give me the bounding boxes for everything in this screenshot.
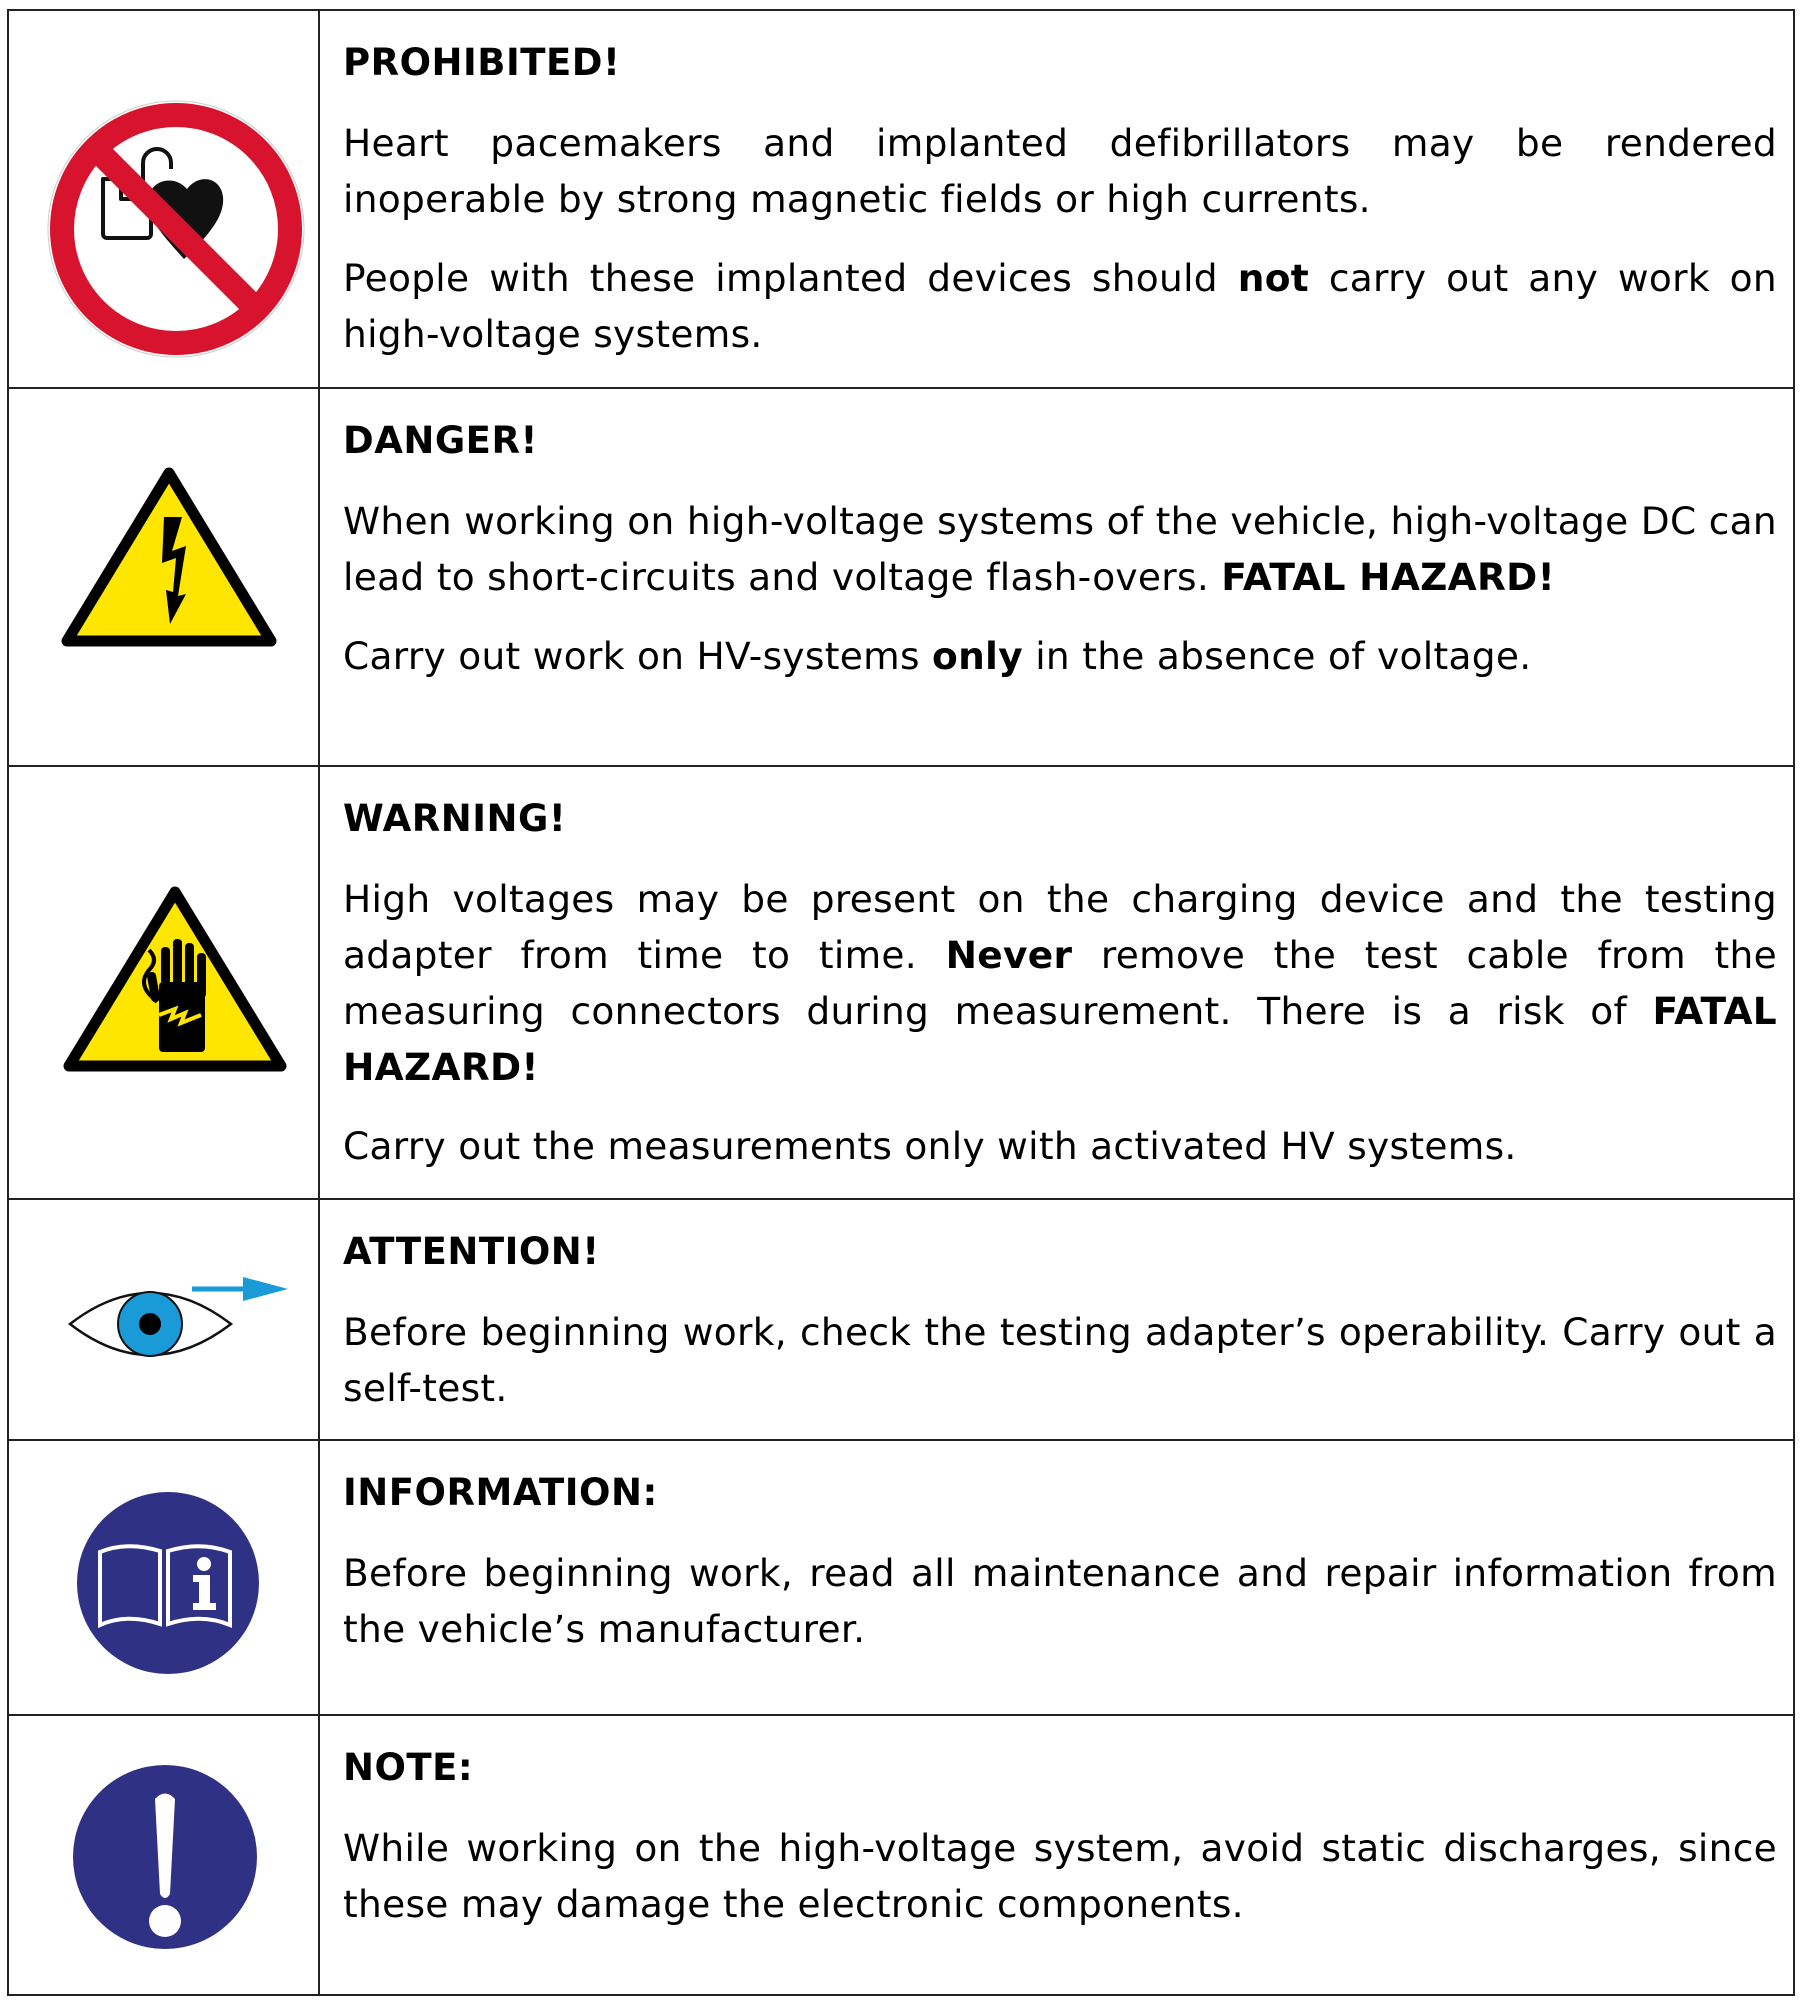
icon-cell (9, 389, 320, 765)
icon-cell (9, 767, 320, 1198)
text-run: When working on high-voltage systems of the vehicle, high-voltage DC can lead to short-circuits and voltage flash-overs. (343, 499, 1777, 599)
exclamation-note-icon (9, 1716, 318, 1994)
high-voltage-warning-icon (9, 389, 318, 765)
notice-heading: ATTENTION! (343, 1230, 600, 1273)
notice-heading: WARNING! (343, 797, 567, 840)
text-run: Before beginning work, check the testing adapter’s operability. Carry out a self-test. (343, 1310, 1777, 1410)
text-cell (320, 1716, 1793, 1994)
text-run: High voltages may be present on the charging device and the testing adapter from time to time. (343, 877, 1777, 977)
text-run: Carry out the measurements only with activated HV systems. (343, 1124, 1517, 1168)
emphasis-text: FATAL HAZARD! (1221, 555, 1555, 599)
emphasis-text: only (932, 634, 1023, 678)
electric-shock-hand-warning-icon (9, 767, 318, 1198)
notice-paragraph (343, 1820, 1777, 1932)
text-run: While working on the high-voltage system, avoid static discharges, since these may damage the electronic components. (343, 1826, 1777, 1926)
table-row-information (9, 1441, 1793, 1716)
icon-cell (9, 1200, 320, 1439)
emphasis-text: Never (945, 933, 1073, 977)
text-run: People with these implanted devices should (343, 256, 1238, 300)
notice-paragraph (343, 628, 1777, 684)
text-cell (320, 11, 1793, 387)
notice-paragraph (343, 1118, 1777, 1174)
notice-heading: PROHIBITED! (343, 41, 621, 84)
table-row-note (9, 1716, 1793, 1994)
text-run: Heart pacemakers and implanted defibrillators may be rendered inoperable by strong magnetic fields or high currents. (343, 121, 1777, 221)
table-row-warning (9, 767, 1793, 1200)
notice-paragraph (343, 115, 1777, 227)
icon-cell (9, 1441, 320, 1714)
text-cell (320, 767, 1793, 1198)
text-run: Before beginning work, read all maintenance and repair information from the vehicle’s manufacturer. (343, 1551, 1777, 1651)
text-run: Carry out work on HV-systems (343, 634, 932, 678)
icon-cell (9, 11, 320, 387)
eye-inspect-icon (9, 1200, 318, 1439)
notice-paragraph (343, 1304, 1777, 1416)
table-row-prohibited (9, 11, 1793, 389)
text-run: in the absence of voltage. (1022, 634, 1532, 678)
safety-notices-table (7, 9, 1795, 1996)
notice-heading: INFORMATION: (343, 1471, 658, 1514)
text-cell (320, 1200, 1793, 1439)
emphasis-text: FATAL HAZARD! (343, 989, 1777, 1089)
icon-cell (9, 1716, 320, 1994)
notice-heading: DANGER! (343, 419, 538, 462)
text-cell (320, 1441, 1793, 1714)
notice-paragraph (343, 871, 1777, 1095)
notice-paragraph (343, 1545, 1777, 1657)
emphasis-text: not (1237, 256, 1310, 300)
no-pacemaker-prohibition-icon (9, 11, 318, 387)
notice-paragraph (343, 250, 1777, 362)
text-cell (320, 389, 1793, 765)
read-manual-info-icon (9, 1441, 318, 1714)
table-row-attention (9, 1200, 1793, 1441)
text-run: remove the test cable from the measuring connectors during measurement. There is a risk of (343, 933, 1777, 1033)
notice-heading: NOTE: (343, 1746, 474, 1789)
notice-paragraph (343, 493, 1777, 605)
text-run: carry out any work on high-voltage systems. (343, 256, 1777, 356)
table-row-danger (9, 389, 1793, 767)
